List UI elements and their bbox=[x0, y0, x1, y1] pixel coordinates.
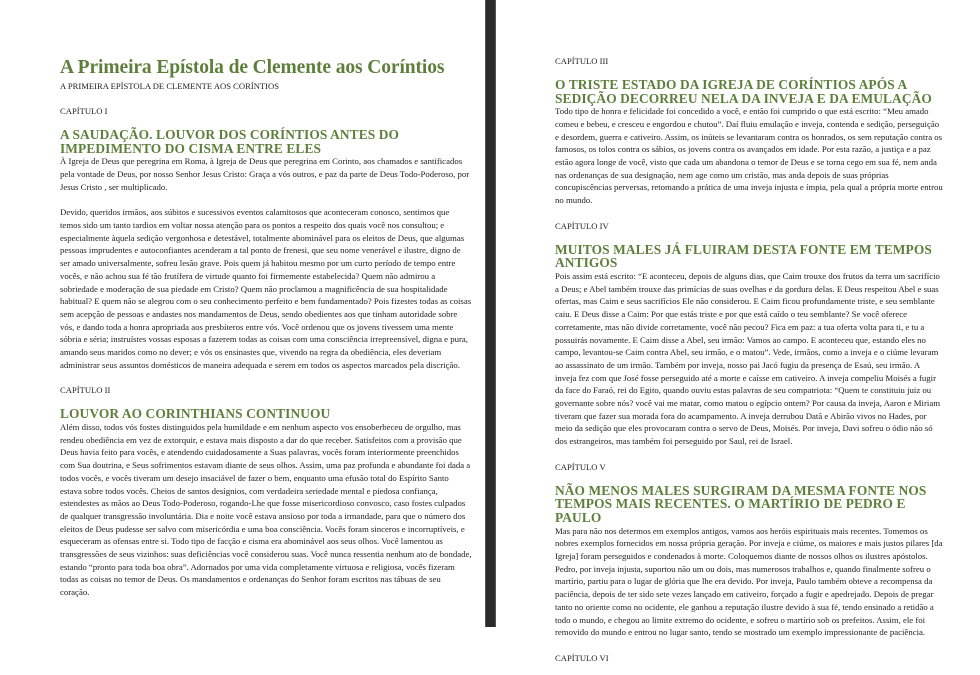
paragraph: Devido, queridos irmãos, aos súbitos e sucessivos eventos calamitosos que aconteceram conosco, sentimos que temos sido um tanto tardios em voltar nossa atenção para os pontos a respeito dos quais você nos consultou; e especialmente àquela sedição vergonhosa e detestável, totalmente abominável para os eleitos de Deus, que algumas pessoas imprudentes e autoconfiantes acenderam a tal ponto de frenesi, que seu nome venerável e ilustre, digno de ser amado universalmente, sofreu lesão grave. Pois quem já habitou mesmo por um curto período de tempo entre vocês, e não achou sua fé tão frutífera de virtude quanto foi firmemente estabelecida? Quem não admirou a sobriedade e moderação de sua piedade em Cristo? Quem não proclamou a magnificência de sua hospitalidade habitual? E quem não se alegrou com o seu conhecimento perfeito e bem fundamentado? Pois fizestes todas as coisas sem acepção de pessoas e andastes nos mandamentos de Deus, sendo obedientes aos que tinham autoridade sobre vós, e dando toda a honra apropriada aos presbíteros entre vós. Você ordenou que os jovens tivessem uma mente sóbria e séria; instruístes vossas esposas a fazerem todas as coisas com uma consciência irrepreensível, digna e pura, amando seus maridos como no dever; e vós os ensinastes que, vivendo na regra da obediência, eles deveriam administrar seus assuntos domésticos de maneira adequada e serem em todos os aspectos marcados pela discrição. bbox=[60, 207, 472, 370]
paragraph: Pois assim está escrito: “E aconteceu, depois de alguns dias, que Caim trouxe dos frutos da terra um sacrifício a Deus; e Abel também trouxe das primícias de suas ovelhas e da gordura delas. E Deus respeitou Abel e suas ofertas, mas Caim e seus sacrifícios Ele não considerou. E Caim ficou profundamente triste, e seu semblante caiu. E Deus disse a Caim: Por que estás triste e por que está caído o teu semblante? Se você oferece corretamente, mas não divide corretamente, você não pecou? Fica em paz: a tua oferta volta para ti, e tu a possuirás novamente. E Caim disse a Abel, seu irmão: Vamos ao campo. E aconteceu que, estando eles no campo, levantou-se Caim contra Abel, seu irmão, e o matou”. Vede, irmãos, como a inveja e o ciúme levaram ao assassinato de um irmão. Também por inveja, nosso pai Jacó fugiu da presença de Esaú, seu irmão. A inveja fez com que José fosse perseguido até a morte e caísse em cativeiro. A inveja compeliu Moisés a fugir da face do Faraó, rei do Egito, quando ouviu estas palavras de seu compatriota: “Quem te constituiu juiz ou governante sobre nós? você vai me matar, como matou o egípcio ontem? Por causa da inveja, Aaron e Miriam tiveram que fazer sua morada fora do acampamento. A inveja derrubou Datã e Abirão vivos no Hades, por meio da sedição que eles provocaram contra o servo de Deus, Moisés. Por inveja, Davi sofreu o ódio não só dos estrangeiros, mas também foi perseguido por Saul, rei de Israel. bbox=[555, 271, 941, 447]
document-title: A Primeira Epístola de Clemente aos Coríntios bbox=[60, 57, 445, 78]
document-subtitle: A PRIMEIRA EPÍSTOLA DE CLEMENTE AOS CORÍNTIOS bbox=[60, 81, 279, 91]
page-gutter-divider bbox=[485, 0, 496, 627]
paragraph: À Igreja de Deus que peregrina em Roma, à Igreja de Deus que peregrina em Corinto, aos chamados e santificados pela vontade de Deus, por nosso Senhor Jesus Cristo: Graça a vós outros, e paz da parte de Deus Todo-Poderoso, por Jesus Cristo , ser multiplicado. bbox=[60, 156, 470, 192]
paragraph: Mas para não nos determos em exemplos antigos, vamos aos heróis espirituais mais recentes. Tomemos os nobres exemplos fornecidos em nossa própria geração. Por inveja e ciúme, os maiores e mais justos pilares [da Igreja] foram perseguidos e condenados à morte. Coloquemos diante de nossos olhos os ilustres apóstolos. Pedro, por inveja injusta, suportou não um ou dois, mas numerosos trabalhos e, quando finalmente sofreu o martírio, partiu para o lugar de glória que lhe era devido. Por inveja, Paulo também obteve a recompensa da paciência, depois de ter sido sete vezes lançado em cativeiro, forçado a fugir e apedrejado. Depois de pregar tanto no oriente como no ocidente, ele ganhou a reputação ilustre devido à sua fé, tendo ensinado a retidão a todo o mundo, e chegou ao limite extremo do ocidente, e sofreu o martírio sob os prefeitos. Assim, ele foi removido do mundo e entrou no lugar santo, tendo se mostrado um exemplo impressionante de paciência. bbox=[555, 525, 943, 638]
right-page-content bbox=[555, 56, 943, 675]
left-page-content bbox=[60, 57, 472, 612]
left-page bbox=[0, 0, 484, 627]
chapter-label: CAPÍTULO I bbox=[60, 106, 108, 116]
chapter-heading: LOUVOR AO CORINTHIANS CONTINUOU bbox=[60, 406, 331, 422]
chapter-label: CAPÍTULO IV bbox=[555, 220, 609, 231]
chapter-heading: NÃO MENOS MALES SURGIRAM DA MESMA FONTE NOS TEMPOS MAIS RECENTES. O MARTÍRIO DE PEDRO E PAULO bbox=[555, 482, 927, 526]
chapter-heading: MUITOS MALES JÁ FLUIRAM DESTA FONTE EM TEMPOS ANTIGOS bbox=[555, 241, 932, 271]
chapter-label: CAPÍTULO II bbox=[60, 385, 111, 396]
chapter-heading: A SAUDAÇÃO. LOUVOR DOS CORÍNTIOS ANTES DO IMPEDIMENTO DO CISMA ENTRE ELES bbox=[60, 127, 400, 156]
right-page bbox=[496, 0, 980, 663]
chapter-label: CAPÍTULO VI bbox=[555, 652, 609, 663]
chapter-label: CAPÍTULO III bbox=[555, 56, 609, 66]
paragraph: Todo tipo de honra e felicidade foi concedido a você, e então foi cumprido o que está escrito: “Meu amado comeu e bebeu, e cresceu e engordou e chutou”. Daí fluiu emulação e inveja, contenda e sedição, perseguição e desordem, guerra e cativeiro. Assim, os inúteis se levantaram contra os honrados, os sem reputação contra os famosos, os tolos contra os sábios, os jovens contra os avançados em idade. Por esta razão, a justiça e a paz estão agora longe de você, visto que cada um abandona o temor de Deus e se torna cego em sua fé, nem anda nas ordenanças de sua designação, nem age como um cristão, mas anda depois de suas próprias concupiscências perversas, retomando a prática de uma inveja injusta e ímpia, pela qual a própria morte entrou no mundo. bbox=[555, 106, 943, 206]
chapter-label: CAPÍTULO V bbox=[555, 461, 606, 472]
paragraph: Além disso, todos vós fostes distinguidos pela humildade e em nenhum aspecto vos ensoberbeceu de orgulho, mas rendeu obediência em vez de extorquir, e estava mais disposto a dar do que receber. Satisfeitos com a provisão que Deus havia feito para vocês, e atendendo cuidadosamente a Suas palavras, vocês foram interiormente preenchidos com Sua doutrina, e Seus sofrimentos estavam diante de seus olhos. Assim, uma paz profunda e abundante foi dada a todos vocês, e vocês tiveram um desejo insaciável de fazer o bem, enquanto uma efusão total do Espírito Santo estava sobre todos vocês. Cheios de santos desígnios, com verdadeira seriedade mental e piedosa confiança, estendestes as mãos ao Deus Todo-Poderoso, rogando-Lhe que fosse misericordioso convosco, caso fostes culpados de qualquer transgressão involuntária. Dia e noite você estava ansioso por toda a irmandade, para que o número dos eleitos de Deus pudesse ser salvo com misericórdia e uma boa consciência. Vocês foram sinceros e incorruptíveis, e esqueceram as ofensas entre si. Todo tipo de facção e cisma era abominável aos seus olhos. Você lamentou as transgressões de seus vizinhos: suas deficiências você considerou suas. Você nunca ressentia nenhum ato de bondade, estando “pronto para toda boa obra”. Adornados por uma vida completamente virtuosa e religiosa, vocês fizeram todas as coisas no temor de Deus. Os mandamentos e ordenanças do Senhor foram escritos nas tábuas de seu coração. bbox=[60, 422, 472, 598]
chapter-heading: O TRISTE ESTADO DA IGREJA DE CORÍNTIOS APÓS A SEDIÇÃO DECORREU NELA DA INVEJA E DA EMULAÇÃO bbox=[555, 77, 932, 106]
